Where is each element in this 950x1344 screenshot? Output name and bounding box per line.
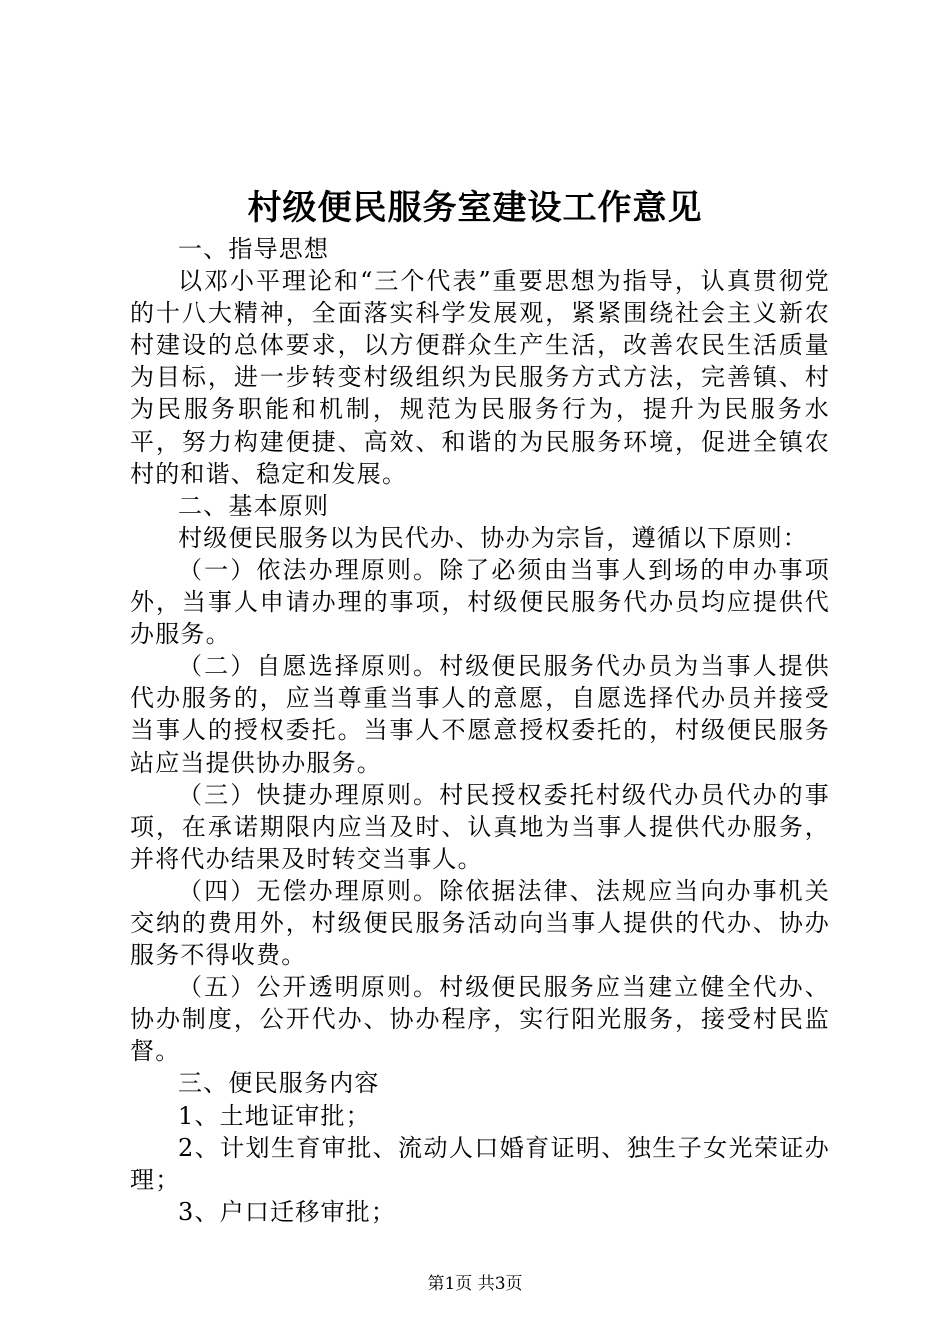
paragraph-guiding-ideology: 以邓小平理论和“三个代表”重要思想为指导，认真贯彻党的十八大精神，全面落实科学发展观，紧紧围绕社会主义新农村建设的总体要求，以方便群众生产生活，改善农民生活质量为目标，进一步转变村级组织为民服务方式方法，完善镇、村为民服务职能和机制，规范为民服务行为，提升为民服务水平，努力构建便捷、高效、和谐的为民服务环境，促进全镇农村的和谐、稳定和发展。 <box>130 267 830 488</box>
section-heading-service-content: 三、便民服务内容 <box>178 1069 380 1098</box>
paragraph-principles-intro: 村级便民服务以为民代办、协办为宗旨，遵循以下原则： <box>178 523 808 552</box>
document-title: 村级便民服务室建设工作意见 <box>247 188 703 228</box>
service-item-1: 1、土地证审批； <box>178 1101 371 1130</box>
principle-item-2: （二）自愿选择原则。村级便民服务代办员为当事人提供代办服务的，应当尊重当事人的意愿，自愿选择代办员并接受当事人的授权委托。当事人不愿意授权委托的，村级便民服务站应当提供协办服务。 <box>130 652 830 777</box>
principle-item-5: （五）公开透明原则。村级便民服务应当建立健全代办、协办制度，公开代办、协办程序，实行阳光服务，接受村民监督。 <box>130 973 830 1066</box>
principle-item-1: （一）依法办理原则。除了必须由当事人到场的申办事项外，当事人申请办理的事项，村级便民服务代办员均应提供代办服务。 <box>130 555 830 649</box>
section-heading-guiding-ideology: 一、指导思想 <box>178 235 330 263</box>
section-heading-basic-principles: 二、基本原则 <box>178 491 330 520</box>
principle-item-3: （三）快捷办理原则。村民授权委托村级代办员代办的事项，在承诺期限内应当及时、认真地为当事人提供代办服务，并将代办结果及时转交当事人。 <box>130 780 830 873</box>
page-number-footer: 第1页 共3页 <box>427 1274 523 1294</box>
document-body <box>130 233 830 1228</box>
service-item-2: 2、计划生育审批、流动人口婚育证明、独生子女光荣证办理； <box>130 1133 830 1194</box>
principle-item-4: （四）无偿办理原则。除依据法律、法规应当向办事机关交纳的费用外，村级便民服务活动向当事人提供的代办、协办服务不得收费。 <box>130 876 830 970</box>
service-item-3: 3、户口迁移审批； <box>178 1197 397 1226</box>
